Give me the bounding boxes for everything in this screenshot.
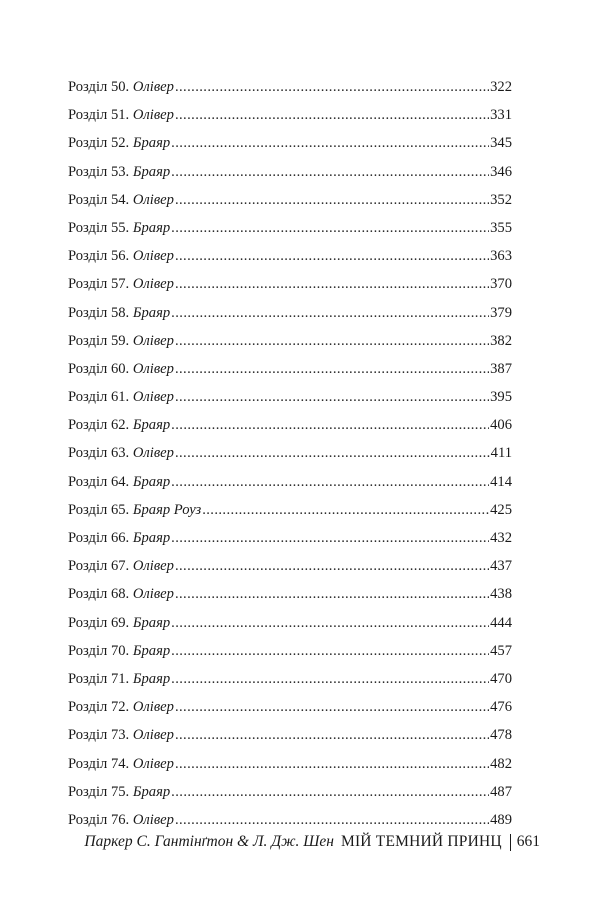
chapter-page-number: 345 bbox=[490, 135, 512, 152]
chapter-page-number: 470 bbox=[490, 670, 512, 687]
dot-leader bbox=[175, 439, 490, 467]
chapter-label: Розділ 56. bbox=[68, 248, 130, 265]
toc-entry bbox=[68, 73, 512, 101]
toc-entry bbox=[68, 524, 512, 552]
chapter-narrator: Браяр bbox=[132, 473, 171, 490]
toc-entry bbox=[68, 637, 512, 665]
dot-leader bbox=[171, 411, 489, 439]
toc-entry bbox=[68, 158, 512, 186]
chapter-label: Розділ 67. bbox=[68, 558, 130, 575]
chapter-page-number: 444 bbox=[490, 614, 512, 631]
chapter-page-number: 476 bbox=[490, 699, 512, 716]
toc-entry bbox=[68, 299, 512, 327]
chapter-narrator: Олівер bbox=[132, 445, 174, 462]
chapter-label: Розділ 70. bbox=[68, 642, 130, 659]
chapter-label: Розділ 60. bbox=[68, 360, 130, 377]
chapter-narrator: Браяр bbox=[132, 304, 171, 321]
toc-entry bbox=[68, 552, 512, 580]
chapter-narrator: Олівер bbox=[132, 276, 174, 293]
toc-entry bbox=[68, 609, 512, 637]
chapter-page-number: 355 bbox=[490, 219, 512, 236]
chapter-narrator: Браяр bbox=[132, 135, 171, 152]
dot-leader bbox=[175, 186, 489, 214]
dot-leader bbox=[175, 750, 489, 778]
chapter-label: Розділ 58. bbox=[68, 304, 130, 321]
chapter-narrator: Олівер bbox=[132, 248, 174, 265]
chapter-label: Розділ 76. bbox=[68, 811, 130, 828]
dot-leader bbox=[175, 355, 489, 383]
chapter-page-number: 322 bbox=[490, 79, 512, 95]
dot-leader bbox=[171, 665, 489, 693]
dot-leader bbox=[171, 778, 489, 806]
chapter-narrator: Браяр bbox=[132, 614, 171, 631]
toc-entry bbox=[68, 496, 512, 524]
dot-leader bbox=[175, 580, 489, 608]
chapter-page-number: 487 bbox=[490, 783, 512, 800]
dot-leader bbox=[171, 158, 489, 186]
dot-leader bbox=[175, 270, 489, 298]
toc-entry bbox=[68, 580, 512, 608]
chapter-label: Розділ 54. bbox=[68, 191, 130, 208]
toc-entry bbox=[68, 693, 512, 721]
dot-leader bbox=[171, 637, 489, 665]
chapter-narrator: Олівер bbox=[132, 811, 174, 828]
chapter-label: Розділ 69. bbox=[68, 614, 130, 631]
chapter-page-number: 478 bbox=[490, 727, 512, 744]
toc-entry bbox=[68, 778, 512, 806]
page-footer bbox=[84, 833, 540, 851]
chapter-page-number: 387 bbox=[490, 360, 512, 377]
chapter-narrator: Браяр bbox=[132, 670, 171, 687]
chapter-label: Розділ 55. bbox=[68, 219, 130, 236]
chapter-page-number: 363 bbox=[490, 248, 512, 265]
chapter-label: Розділ 64. bbox=[68, 473, 130, 490]
toc-entry bbox=[68, 383, 512, 411]
dot-leader bbox=[175, 383, 489, 411]
toc-entry bbox=[68, 186, 512, 214]
chapter-page-number: 489 bbox=[490, 811, 512, 828]
dot-leader bbox=[175, 693, 489, 721]
chapter-narrator: Браяр bbox=[132, 783, 171, 800]
chapter-page-number: 406 bbox=[490, 417, 512, 434]
dot-leader bbox=[171, 468, 489, 496]
chapter-narrator: Олівер bbox=[132, 586, 174, 603]
chapter-narrator: Олівер bbox=[132, 107, 174, 124]
dot-leader bbox=[202, 496, 489, 524]
chapter-page-number: 346 bbox=[490, 163, 512, 180]
chapter-narrator: Олівер bbox=[132, 389, 174, 406]
chapter-page-number: 432 bbox=[490, 530, 512, 546]
chapter-narrator: Олівер bbox=[132, 332, 174, 349]
toc-entry bbox=[68, 439, 512, 467]
footer-authors: Паркер С. Гантінґтон & Л. Дж. Шен bbox=[84, 833, 334, 850]
toc-entry bbox=[68, 411, 512, 439]
chapter-narrator: Браяр bbox=[132, 219, 171, 236]
chapter-label: Розділ 62. bbox=[68, 417, 130, 434]
chapter-narrator: Браяр bbox=[132, 163, 171, 180]
chapter-label: Розділ 53. bbox=[68, 163, 130, 180]
chapter-page-number: 379 bbox=[490, 304, 512, 321]
chapter-page-number: 437 bbox=[490, 558, 512, 575]
chapter-label: Розділ 68. bbox=[68, 586, 130, 603]
chapter-label: Розділ 75. bbox=[68, 783, 130, 800]
chapter-page-number: 411 bbox=[490, 445, 512, 462]
toc-entry bbox=[68, 355, 512, 383]
toc-entry bbox=[68, 129, 512, 157]
chapter-page-number: 382 bbox=[490, 332, 512, 349]
dot-leader bbox=[171, 129, 489, 157]
dot-leader bbox=[175, 806, 489, 834]
footer-page-number: 661 bbox=[516, 833, 540, 850]
chapter-narrator: Браяр bbox=[132, 530, 171, 546]
chapter-page-number: 352 bbox=[490, 191, 512, 208]
chapter-label: Розділ 66. bbox=[68, 530, 130, 546]
dot-leader bbox=[175, 552, 489, 580]
chapter-label: Розділ 71. bbox=[68, 670, 130, 687]
dot-leader bbox=[171, 609, 489, 637]
chapter-label: Розділ 51. bbox=[68, 107, 130, 124]
toc-entry bbox=[68, 750, 512, 778]
toc-entry bbox=[68, 214, 512, 242]
chapter-narrator: Олівер bbox=[132, 558, 174, 575]
chapter-page-number: 414 bbox=[490, 473, 512, 490]
dot-leader bbox=[175, 73, 489, 101]
chapter-narrator: Браяр bbox=[132, 417, 171, 434]
toc-entry bbox=[68, 806, 512, 834]
chapter-label: Розділ 59. bbox=[68, 332, 130, 349]
toc-entry bbox=[68, 242, 512, 270]
chapter-page-number: 395 bbox=[490, 389, 512, 406]
toc-entry bbox=[68, 665, 512, 693]
chapter-label: Розділ 73. bbox=[68, 727, 130, 744]
toc-entry bbox=[68, 327, 512, 355]
chapter-page-number: 331 bbox=[490, 107, 512, 124]
chapter-narrator: Браяр bbox=[132, 642, 171, 659]
chapter-label: Розділ 52. bbox=[68, 135, 130, 152]
chapter-narrator: Олівер bbox=[132, 79, 174, 95]
toc-entry bbox=[68, 101, 512, 129]
chapter-label: Розділ 72. bbox=[68, 699, 130, 716]
dot-leader bbox=[171, 214, 489, 242]
chapter-page-number: 425 bbox=[490, 501, 512, 518]
chapter-narrator: Олівер bbox=[132, 727, 174, 744]
chapter-page-number: 438 bbox=[490, 586, 512, 603]
toc-entry bbox=[68, 468, 512, 496]
chapter-narrator: Олівер bbox=[132, 191, 174, 208]
dot-leader bbox=[175, 101, 489, 129]
chapter-label: Розділ 65. bbox=[68, 501, 130, 518]
dot-leader bbox=[171, 299, 489, 327]
chapter-page-number: 457 bbox=[490, 642, 512, 659]
toc-entry bbox=[68, 721, 512, 749]
chapter-narrator: Олівер bbox=[132, 699, 174, 716]
dot-leader bbox=[171, 524, 489, 552]
chapter-narrator: Олівер bbox=[132, 360, 174, 377]
chapter-label: Розділ 63. bbox=[68, 445, 130, 462]
toc-entry bbox=[68, 270, 512, 298]
chapter-label: Розділ 61. bbox=[68, 389, 130, 406]
dot-leader bbox=[175, 721, 489, 749]
chapter-label: Розділ 74. bbox=[68, 755, 130, 772]
chapter-label: Розділ 57. bbox=[68, 276, 130, 293]
chapter-page-number: 370 bbox=[490, 276, 512, 293]
chapter-narrator: Браяр Роуз bbox=[132, 501, 202, 518]
table-of-contents bbox=[68, 73, 512, 834]
chapter-label: Розділ 50. bbox=[68, 79, 130, 95]
footer-separator bbox=[510, 834, 511, 851]
dot-leader bbox=[175, 242, 489, 270]
dot-leader bbox=[175, 327, 489, 355]
footer-book-title: МІЙ ТЕМНИЙ ПРИНЦ bbox=[340, 833, 502, 850]
chapter-page-number: 482 bbox=[490, 755, 512, 772]
chapter-narrator: Олівер bbox=[132, 755, 174, 772]
